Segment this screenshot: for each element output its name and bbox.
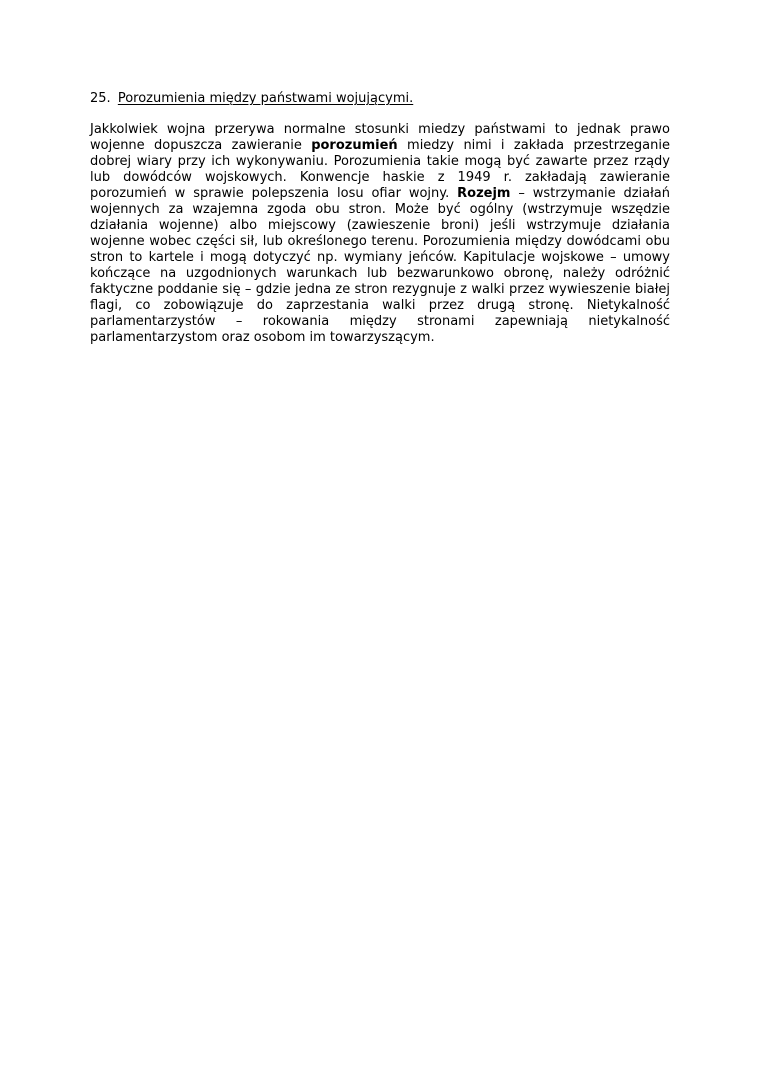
section-heading (90, 91, 670, 107)
term-porozumien: porozumień (311, 138, 398, 153)
paragraph-text-1: Jakkolwiek wojna przerywa normalne stosunki miedzy państwami to jednak prawo wojenne dopuszcza zawieranie (90, 122, 670, 153)
paragraph-text-2: miedzy nimi i zakłada przestrzeganie dobrej wiary przy ich wykonywaniu. Porozumienia takie mogą być zawarte przez rządy lub dowódców wojskowych. Konwencje haskie z 1949 r. zakładają zawieranie porozumień w sprawie polepszenia losu ofiar wojny. (90, 138, 670, 201)
section-title: Porozumienia między państwami wojującymi. (117, 91, 414, 106)
term-rozejm: Rozejm (457, 186, 511, 201)
body-paragraph (90, 122, 670, 346)
section-number: 25. (90, 91, 111, 106)
paragraph-text-3: – wstrzymanie działań wojennych za wzajemna zgoda obu stron. Może być ogólny (wstrzymuje wszędzie działania wojenne) albo miejscowy (zawieszenie broni) jeśli wstrzymuje działania wojenne wobec części sił, lub określonego terenu. Porozumienia między dowódcami obu stron to kartele i mogą dotyczyć np. wymiany jeńców. Kapitulacje wojskowe – umowy kończące na uzgodnionych warunkach lub bezwarunkowo obronę, należy odróżnić faktyczne poddanie się – gdzie jedna ze stron rezygnuje z walki przez wywieszenie białej flagi, co zobowiązuje do zaprzestania walki przez drugą stronę. Nietykalność parlamentarzystów – rokowania między stronami zapewniają nietykalność parlamentarzystom oraz osobom im towarzyszącym. (90, 186, 671, 345)
